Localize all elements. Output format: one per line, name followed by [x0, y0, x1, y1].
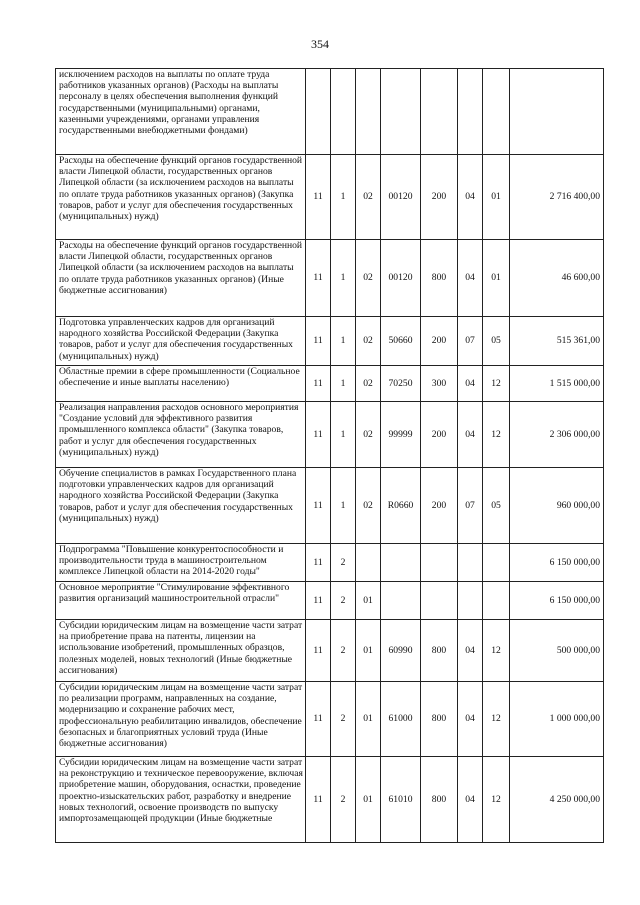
code-measure: 02	[356, 468, 381, 544]
row-description: Субсидии юридическим лицам на возмещение части затрат по реализации программ, направленных на создание, модернизацию и сохранение рабочих мест, профессиональную реабилитацию инвалидов, обеспечение безопасных и благоприятных условий труда (Иные бюджетные ассигнования)	[56, 682, 306, 757]
code-admin: 11	[306, 402, 331, 468]
table-row	[56, 317, 604, 366]
code-subprogram: 2	[331, 582, 356, 620]
code-expense-type: 800	[421, 240, 458, 317]
code-measure: 01	[356, 757, 381, 843]
code-expense-type	[421, 582, 458, 620]
code-admin: 11	[306, 366, 331, 402]
code-measure: 02	[356, 240, 381, 317]
code-admin: 11	[306, 468, 331, 544]
code-subsection: 12	[483, 682, 510, 757]
code-subsection: 12	[483, 366, 510, 402]
code-direction: 61000	[381, 682, 421, 757]
code-expense-type	[421, 69, 458, 155]
row-description: Субсидии юридическим лицам на возмещение части затрат на приобретение права на патенты, лицензии на использование изобретений, промышленных образцов, полезных моделей, новых технологий (Иные бюджетные ассигнования)	[56, 620, 306, 682]
code-expense-type: 300	[421, 366, 458, 402]
table-row	[56, 757, 604, 843]
code-expense-type: 200	[421, 155, 458, 240]
row-amount: 500 000,00	[510, 620, 604, 682]
code-admin: 11	[306, 240, 331, 317]
code-section: 04	[458, 620, 483, 682]
budget-table-body	[56, 69, 604, 843]
code-measure: 01	[356, 620, 381, 682]
code-direction: 60990	[381, 620, 421, 682]
code-section	[458, 69, 483, 155]
code-section: 04	[458, 366, 483, 402]
row-amount: 46 600,00	[510, 240, 604, 317]
code-direction: 70250	[381, 366, 421, 402]
code-measure: 01	[356, 682, 381, 757]
row-amount: 515 361,00	[510, 317, 604, 366]
code-expense-type: 800	[421, 757, 458, 843]
row-description: Обучение специалистов в рамках Государственного плана подготовки управленческих кадров для организаций народного хозяйства Российской Федерации (Закупка товаров, работ и услуг для обеспечения государственных (муниципальных) нужд)	[56, 468, 306, 544]
code-measure	[356, 544, 381, 582]
page-number: 354	[311, 37, 329, 51]
code-subprogram: 1	[331, 155, 356, 240]
table-row	[56, 240, 604, 317]
code-section: 04	[458, 757, 483, 843]
table-row	[56, 468, 604, 544]
row-description: Областные премии в сфере промышленности (Социальное обеспечение и иные выплаты населению)	[56, 366, 306, 402]
row-amount: 2 716 400,00	[510, 155, 604, 240]
table-row	[56, 682, 604, 757]
code-subprogram: 1	[331, 366, 356, 402]
code-expense-type: 200	[421, 317, 458, 366]
code-subsection: 01	[483, 240, 510, 317]
code-section	[458, 582, 483, 620]
code-admin: 11	[306, 317, 331, 366]
table-row	[56, 582, 604, 620]
code-section: 07	[458, 317, 483, 366]
row-amount: 2 306 000,00	[510, 402, 604, 468]
row-amount: 1 515 000,00	[510, 366, 604, 402]
table-row	[56, 544, 604, 582]
row-amount: 960 000,00	[510, 468, 604, 544]
code-subsection: 05	[483, 468, 510, 544]
row-description: исключением расходов на выплаты по оплате труда работников указанных органов) (Расходы на выплаты персоналу в целях обеспечения выполнения функций государственными (муниципальными) органами, казенными учреждениями, органами управления государственными внебюджетными фондами)	[56, 69, 306, 155]
code-subprogram: 2	[331, 757, 356, 843]
code-section: 04	[458, 240, 483, 317]
code-subprogram: 1	[331, 240, 356, 317]
table-row	[56, 402, 604, 468]
row-description: Расходы на обеспечение функций органов государственной власти Липецкой области, государственных органов Липецкой области (за исключением расходов на выплаты по оплате труда работников указанных органов) (Иные бюджетные ассигнования)	[56, 240, 306, 317]
code-admin: 11	[306, 544, 331, 582]
code-section: 07	[458, 468, 483, 544]
code-section: 04	[458, 682, 483, 757]
row-amount: 6 150 000,00	[510, 544, 604, 582]
row-description: Реализация направления расходов основного мероприятия "Создание условий для эффективного развития промышленного комплекса области" (Закупка товаров, работ и услуг для обеспечения государственных (муниципальных) нужд)	[56, 402, 306, 468]
code-subsection: 01	[483, 155, 510, 240]
code-direction: 61010	[381, 757, 421, 843]
code-expense-type: 800	[421, 620, 458, 682]
code-section: 04	[458, 402, 483, 468]
code-expense-type: 200	[421, 468, 458, 544]
code-subsection: 12	[483, 620, 510, 682]
code-measure: 02	[356, 366, 381, 402]
row-amount: 1 000 000,00	[510, 682, 604, 757]
code-direction	[381, 544, 421, 582]
row-amount: 4 250 000,00	[510, 757, 604, 843]
row-description: Субсидии юридическим лицам на возмещение части затрат на реконструкцию и техническое перевооружение, включая приобретение машин, оборудования, оснастки, проведение проектно-изыскательских работ, разработку и внедрение новых технологий, освоение производств по выпуску импортозамещающей продукции (Иные бюджетные	[56, 757, 306, 843]
code-subsection	[483, 544, 510, 582]
code-measure	[356, 69, 381, 155]
code-subsection: 12	[483, 402, 510, 468]
code-admin: 11	[306, 620, 331, 682]
code-measure: 02	[356, 155, 381, 240]
code-subprogram: 2	[331, 620, 356, 682]
row-description: Расходы на обеспечение функций органов государственной власти Липецкой области, государственных органов Липецкой области (за исключением расходов на выплаты по оплате труда работников указанных органов) (Закупка товаров, работ и услуг для обеспечения государственных (муниципальных) нужд)	[56, 155, 306, 240]
code-direction	[381, 582, 421, 620]
code-subsection	[483, 69, 510, 155]
code-subprogram: 2	[331, 544, 356, 582]
code-measure: 02	[356, 317, 381, 366]
code-expense-type: 800	[421, 682, 458, 757]
row-description: Подпрограмма "Повышение конкурентоспособности и производительности труда в машиностроительном комплексе Липецкой области на 2014-2020 годы"	[56, 544, 306, 582]
code-admin	[306, 69, 331, 155]
table-row	[56, 620, 604, 682]
code-subprogram: 1	[331, 468, 356, 544]
row-description: Основное мероприятие "Стимулирование эффективного развития организаций машиностроительной отрасли"	[56, 582, 306, 620]
code-subsection: 12	[483, 757, 510, 843]
code-expense-type	[421, 544, 458, 582]
code-section: 04	[458, 155, 483, 240]
table-row	[56, 155, 604, 240]
code-subsection	[483, 582, 510, 620]
code-measure: 01	[356, 582, 381, 620]
code-subprogram: 2	[331, 682, 356, 757]
code-direction: R0660	[381, 468, 421, 544]
budget-table	[55, 68, 604, 843]
code-direction: 50660	[381, 317, 421, 366]
code-section	[458, 544, 483, 582]
row-amount: 6 150 000,00	[510, 582, 604, 620]
code-subprogram: 1	[331, 317, 356, 366]
code-expense-type: 200	[421, 402, 458, 468]
row-amount	[510, 69, 604, 155]
code-subsection: 05	[483, 317, 510, 366]
code-subprogram: 1	[331, 402, 356, 468]
code-direction	[381, 69, 421, 155]
code-admin: 11	[306, 682, 331, 757]
code-direction: 00120	[381, 240, 421, 317]
code-direction: 00120	[381, 155, 421, 240]
code-measure: 02	[356, 402, 381, 468]
code-direction: 99999	[381, 402, 421, 468]
table-row	[56, 69, 604, 155]
code-subprogram	[331, 69, 356, 155]
row-description: Подготовка управленческих кадров для организаций народного хозяйства Российской Федерации (Закупка товаров, работ и услуг для обеспечения государственных (муниципальных) нужд)	[56, 317, 306, 366]
code-admin: 11	[306, 582, 331, 620]
code-admin: 11	[306, 155, 331, 240]
code-admin: 11	[306, 757, 331, 843]
table-row	[56, 366, 604, 402]
